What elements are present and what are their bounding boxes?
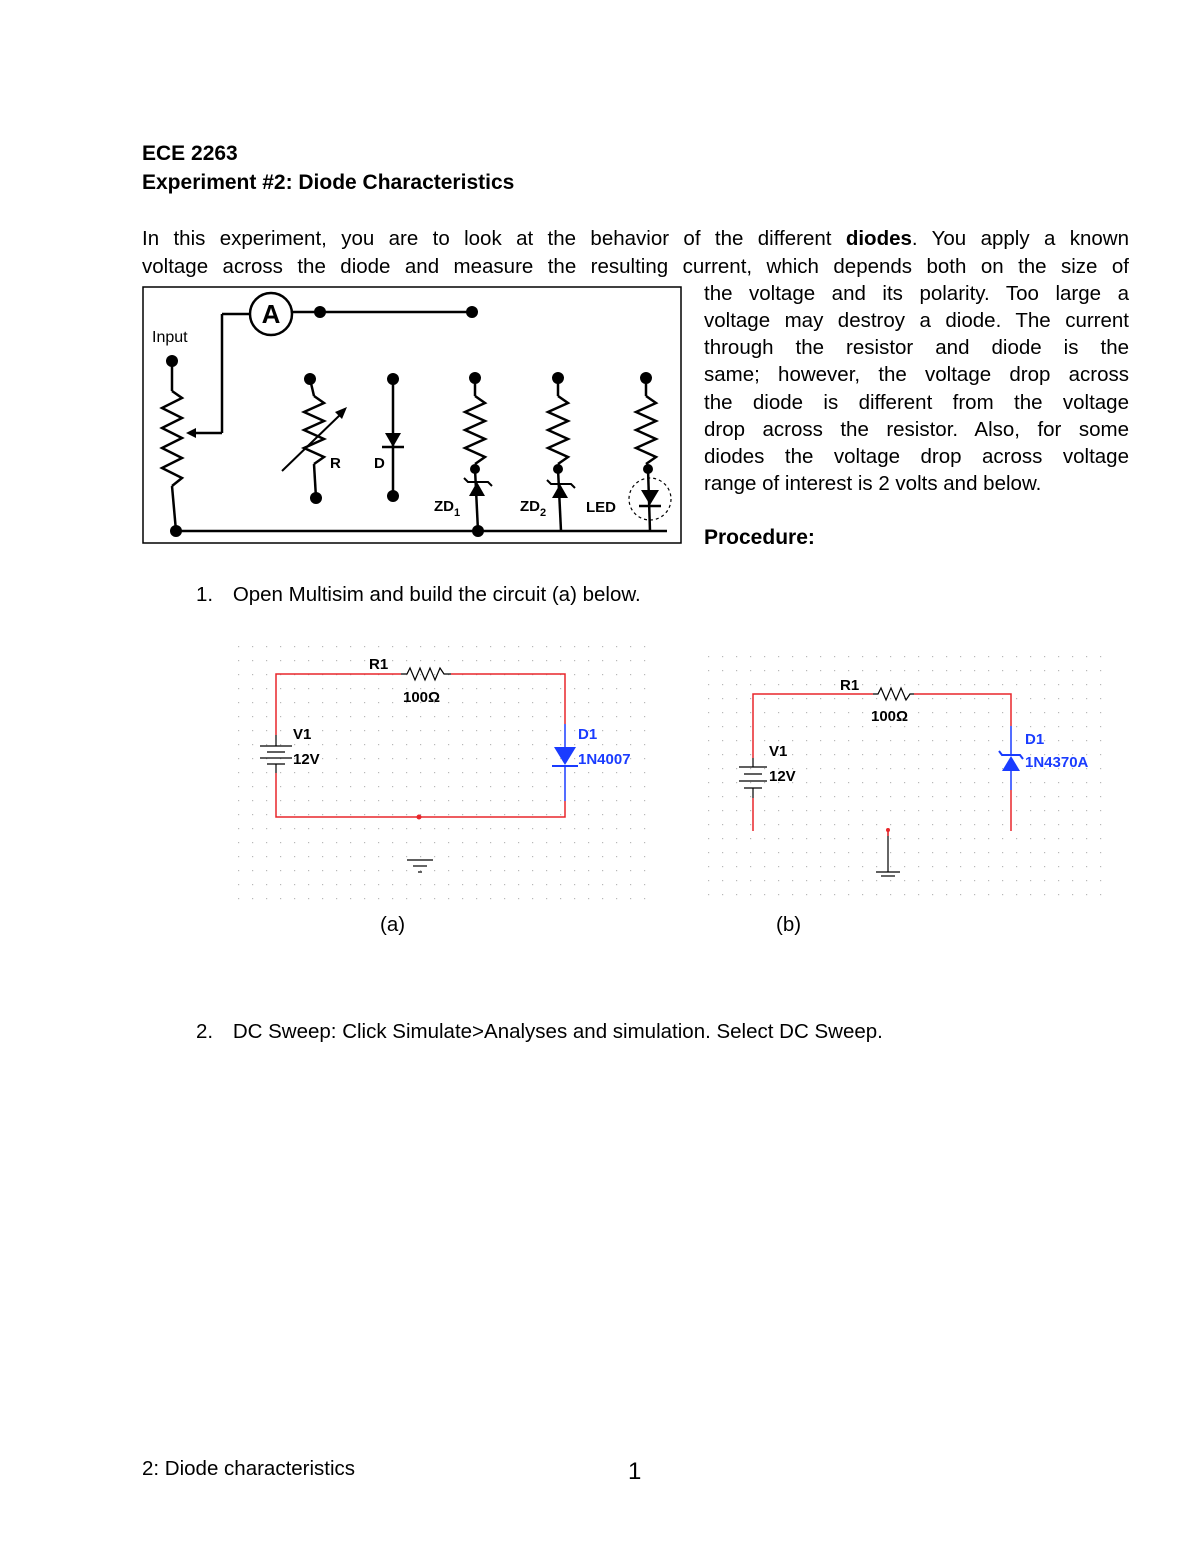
input-label: Input <box>152 329 188 346</box>
v1-value: 12V <box>769 768 796 785</box>
footer-title: 2: Diode characteristics <box>142 1457 356 1480</box>
label-r: R <box>330 455 341 472</box>
intro-line-2: voltage across the diode and measure the resulting current, which depends both on the size of <box>142 255 1129 278</box>
intro-text: In this experiment, you are to look at the behavior of the different <box>142 227 846 250</box>
d1-name: D1 <box>578 726 598 743</box>
caption-b: (b) <box>776 913 802 936</box>
step-text: Open Multisim and build the circuit (a) below. <box>232 583 641 606</box>
zener-diode-1-icon <box>464 372 492 531</box>
d1-model: 1N4007 <box>578 751 631 768</box>
experiment-title: Experiment #2: Diode Characteristics <box>142 171 515 194</box>
label-zd2: $ZD_2$ <box>520 498 547 519</box>
label-led: LED <box>586 499 616 516</box>
intro-wrap-line: the diode is different from the voltage <box>704 391 1129 414</box>
intro-wrap-line: the voltage and its polarity. Too large a <box>704 282 1129 305</box>
intro-wrap-line: diodes the voltage drop across voltage <box>704 445 1129 468</box>
intro-bold-diodes: diodes <box>845 227 912 250</box>
d1-model: 1N4370A <box>1025 754 1089 771</box>
v1-name: V1 <box>293 726 312 743</box>
intro-wrap-line: range of interest is 2 volts and below. <box>704 472 1042 495</box>
d1-name: D1 <box>1025 731 1045 748</box>
circuit-a-schematic <box>232 640 657 910</box>
r1-name: R1 <box>840 677 860 694</box>
course-code: ECE 2263 <box>142 142 238 165</box>
step-2 <box>196 1020 883 1044</box>
intro-wrap-line: same; however, the voltage drop across <box>704 363 1129 386</box>
zener-diode-2-icon <box>547 372 575 531</box>
caption-a: (a) <box>380 913 406 936</box>
v1-name: V1 <box>769 743 788 760</box>
intro-text: . You apply a known <box>911 227 1129 250</box>
variable-resistor-icon <box>282 373 347 504</box>
step-number: 1. <box>196 583 214 606</box>
r1-value: 100Ω <box>871 708 909 725</box>
label-zd1: $ZD_1$ <box>434 498 461 519</box>
ammeter-label: A <box>261 299 281 329</box>
step-number: 2. <box>196 1020 214 1043</box>
diode-icon <box>382 373 404 502</box>
label-d: D <box>374 455 385 472</box>
intro-wrap-line: voltage may destroy a diode. The current <box>704 309 1129 332</box>
v1-value: 12V <box>293 751 320 768</box>
intro-wrap-line: through the resistor and diode is the <box>704 336 1129 359</box>
r1-value: 100Ω <box>403 689 441 706</box>
step-text: DC Sweep: Click Simulate>Analyses and simulation. Select DC Sweep. <box>232 1020 883 1043</box>
led-icon <box>629 372 671 531</box>
intro-wrap-line: drop across the resistor. Also, for some <box>704 418 1129 441</box>
circuit-b-schematic <box>702 650 1104 904</box>
procedure-heading: Procedure: <box>704 526 815 549</box>
r1-name: R1 <box>369 656 389 673</box>
page-number: 1 <box>628 1458 642 1485</box>
intro-line-1 <box>142 227 1129 251</box>
diode-board-figure <box>142 286 683 544</box>
step-1 <box>196 583 641 607</box>
